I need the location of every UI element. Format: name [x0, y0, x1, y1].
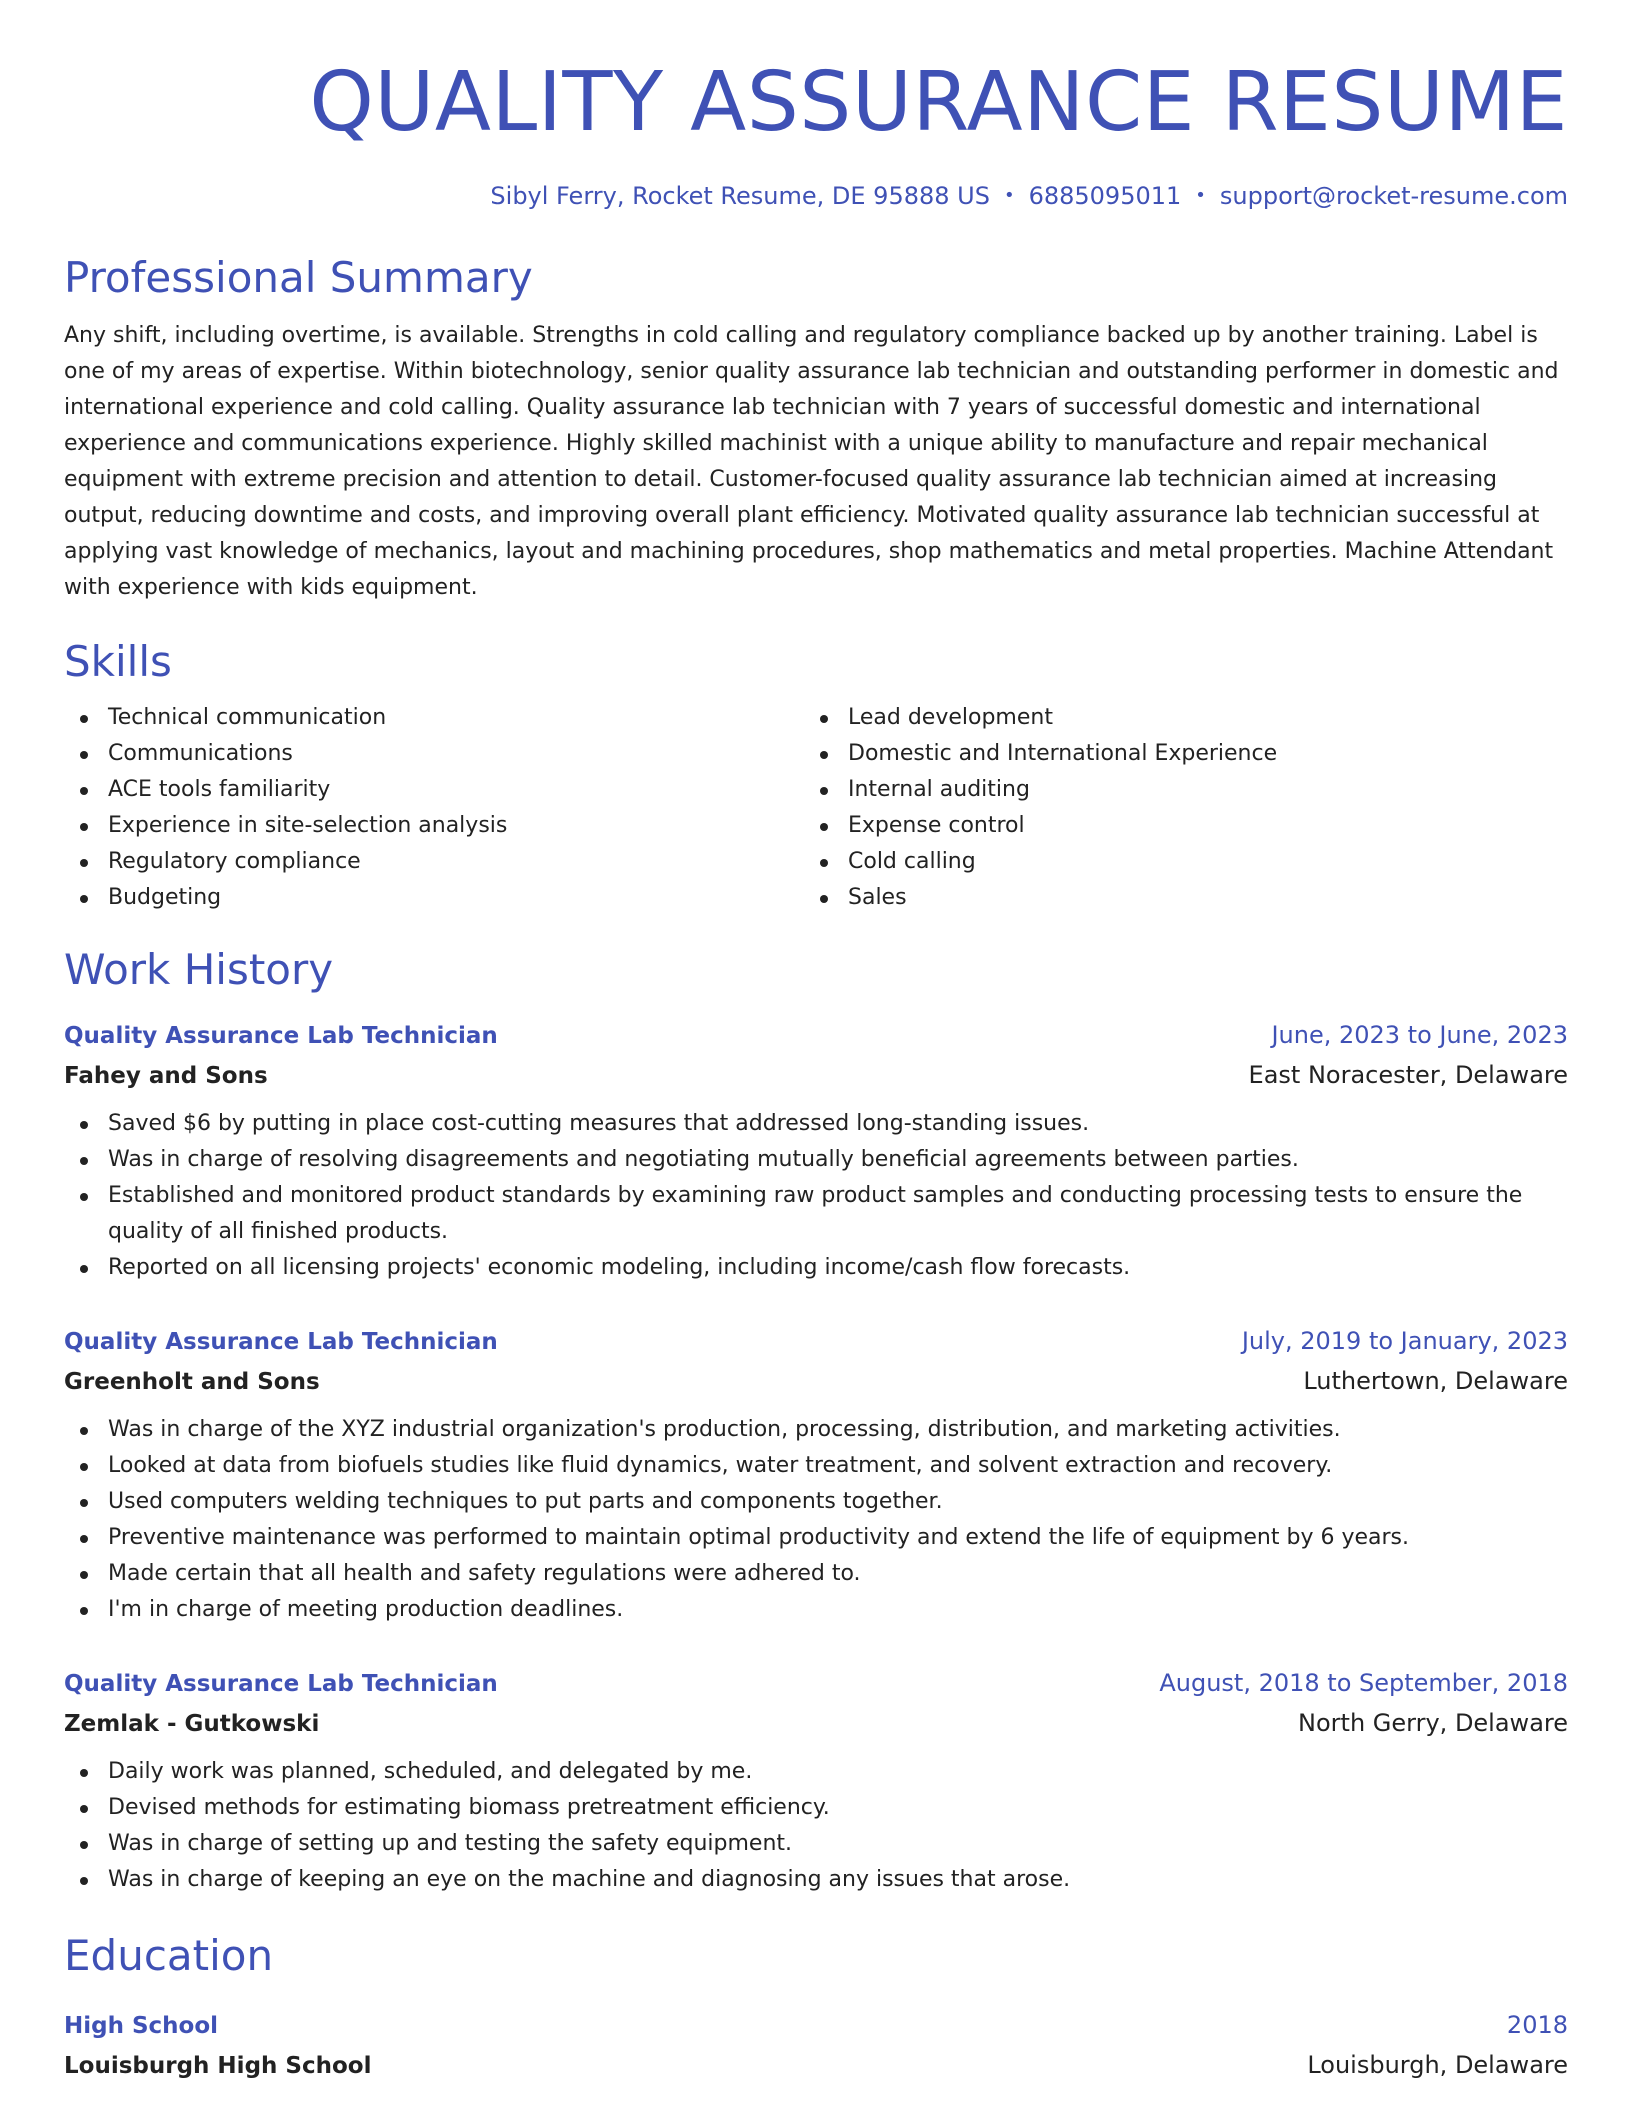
skills-section [64, 634, 1568, 916]
skill-item: Domestic and International Experience [804, 736, 1544, 772]
job-bullet: Looked at data from biofuels studies like fluid dynamics, water treatment, and solvent extraction and recovery. [64, 1448, 1568, 1484]
job-position: Quality Assurance Lab Technician [64, 1023, 498, 1049]
job-dates: July, 2019 to January, 2023 [1241, 1327, 1568, 1355]
job-position: Quality Assurance Lab Technician [64, 1671, 498, 1697]
contact-separator: • [1003, 185, 1015, 206]
job-bullet: Established and monitored product standards by examining raw product samples and conducting processing tests to ensure the quality of all finished products. [64, 1178, 1568, 1250]
contact-address: Sibyl Ferry, Rocket Resume, DE 95888 US [490, 182, 990, 210]
skills-column-right [804, 700, 1544, 916]
skills-grid [64, 700, 1568, 916]
job-entry [64, 1664, 1568, 1898]
skill-item: Lead development [804, 700, 1544, 736]
skill-item: Expense control [804, 808, 1544, 844]
skill-item: Technical communication [64, 700, 804, 736]
job-bullet: Saved $6 by putting in place cost-cutting measures that addressed long-standing issues. [64, 1106, 1568, 1142]
education-school-row [64, 2045, 1568, 2086]
contact-phone: 6885095011 [1028, 182, 1182, 210]
skills-column-left [64, 700, 804, 916]
job-bullet: Was in charge of keeping an eye on the machine and diagnosing any issues that arose. [64, 1862, 1568, 1898]
work-history-section [64, 942, 1568, 1898]
job-bullet: Was in charge of the XYZ industrial organization's production, processing, distribution, and marketing activities. [64, 1412, 1568, 1448]
contact-line [64, 180, 1568, 212]
job-dates: June, 2023 to June, 2023 [1271, 1021, 1568, 1049]
education-degree: High School [64, 2013, 219, 2039]
job-bullet: Made certain that all health and safety regulations were adhered to. [64, 1556, 1568, 1592]
summary-section [64, 250, 1568, 606]
job-header-row [64, 1664, 1568, 1703]
job-location: North Gerry, Delaware [1298, 1709, 1568, 1737]
summary-heading: Professional Summary [64, 253, 533, 302]
job-bullet: Devised methods for estimating biomass pretreatment efficiency. [64, 1790, 1568, 1826]
job-company: Zemlak - Gutkowski [64, 1711, 320, 1737]
education-entry [64, 2006, 1568, 2086]
skill-item: ACE tools familiarity [64, 772, 804, 808]
job-bullet: Was in charge of resolving disagreements and negotiating mutually beneficial agreements between parties. [64, 1142, 1568, 1178]
job-bullet: Was in charge of setting up and testing the safety equipment. [64, 1826, 1568, 1862]
skill-item: Experience in site-selection analysis [64, 808, 804, 844]
job-location: East Noracester, Delaware [1248, 1061, 1568, 1089]
job-bullet: Reported on all licensing projects' economic modeling, including income/cash flow forecasts. [64, 1250, 1568, 1286]
job-bullet: Used computers welding techniques to put parts and components together. [64, 1484, 1568, 1520]
job-dates: August, 2018 to September, 2018 [1159, 1669, 1568, 1697]
education-year: 2018 [1506, 2011, 1568, 2039]
education-school: Louisburgh High School [64, 2053, 372, 2079]
job-company-row [64, 1055, 1568, 1096]
job-location: Luthertown, Delaware [1303, 1367, 1568, 1395]
skill-item: Regulatory compliance [64, 844, 804, 880]
skill-item: Budgeting [64, 880, 804, 916]
job-bullets [64, 1754, 1568, 1898]
contact-separator: • [1195, 185, 1206, 206]
job-header-row [64, 1322, 1568, 1361]
job-bullets [64, 1106, 1568, 1286]
job-bullet: Daily work was planned, scheduled, and delegated by me. [64, 1754, 1568, 1790]
resume-title: QUALITY ASSURANCE RESUME [309, 55, 1568, 150]
skill-item: Internal auditing [804, 772, 1544, 808]
job-bullet: I'm in charge of meeting production deadlines. [64, 1592, 1568, 1628]
job-company-row [64, 1703, 1568, 1744]
job-entry [64, 1322, 1568, 1628]
education-heading: Education [64, 1931, 274, 1980]
job-bullet: Preventive maintenance was performed to maintain optimal productivity and extend the life of equipment by 6 years. [64, 1520, 1568, 1556]
job-header-row [64, 1016, 1568, 1055]
skill-item: Cold calling [804, 844, 1544, 880]
job-entry [64, 1016, 1568, 1286]
skill-item: Communications [64, 736, 804, 772]
summary-text: Any shift, including overtime, is available. Strengths in cold calling and regulatory compliance backed up by another training. Label is one of my areas of expertise. Within biotechnology, senior quality assurance lab technician and outstanding performer in domestic and international experience and cold calling. Quality assurance lab technician with 7 years of successful domestic and international experience and communications experience. Highly skilled machinist with a unique ability to manufacture and repair mechanical equipment with extreme precision and attention to detail. Customer-focused quality assurance lab technician aimed at increasing output, reducing downtime and costs, and improving overall plant efficiency. Motivated quality assurance lab technician successful at applying vast knowledge of mechanics, layout and machining procedures, shop mathematics and metal properties. Machine Attendant with experience with kids equipment. [64, 323, 1559, 600]
education-location: Louisburgh, Delaware [1307, 2051, 1568, 2079]
education-header-row [64, 2006, 1568, 2045]
job-company: Fahey and Sons [64, 1063, 268, 1089]
contact-email: support@rocket-resume.com [1219, 182, 1568, 210]
job-company: Greenholt and Sons [64, 1369, 320, 1395]
job-bullets [64, 1412, 1568, 1628]
work-history-heading: Work History [64, 945, 334, 994]
job-position: Quality Assurance Lab Technician [64, 1329, 498, 1355]
skill-item: Sales [804, 880, 1544, 916]
education-section [64, 1928, 1568, 2086]
job-company-row [64, 1361, 1568, 1402]
resume-header [64, 48, 1568, 212]
skills-heading: Skills [64, 637, 172, 686]
